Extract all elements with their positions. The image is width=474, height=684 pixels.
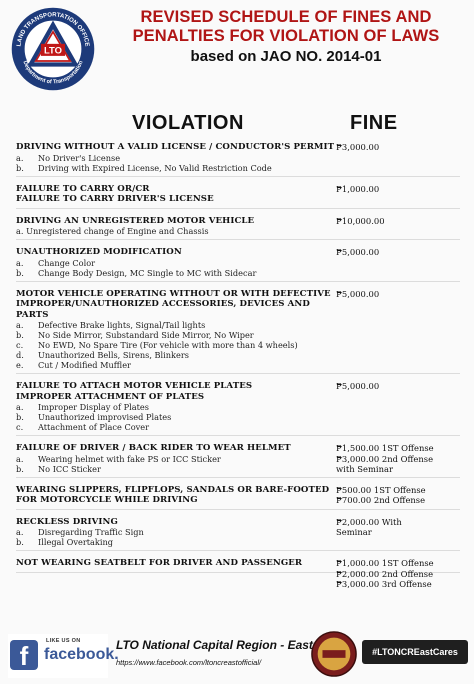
item-letter: a.: [16, 527, 24, 537]
lto-seal-icon: [10, 6, 96, 92]
violation-item: [16, 320, 338, 330]
violation-title: MOTOR VEHICLE OPERATING WITHOUT OR WITH DEFECTIVE IMPROPER/UNAUTHORIZED ACCESSORIES, DEVICES AND PARTS: [16, 288, 331, 320]
item-letter: a.: [16, 453, 24, 464]
violation-item: [16, 412, 338, 422]
fine-amount: [336, 142, 466, 153]
fine-line: Seminar: [336, 527, 372, 537]
section-divider: [16, 373, 460, 374]
fine-amount: [336, 485, 466, 506]
item-letter: d.: [16, 350, 24, 360]
violation-section: [16, 558, 460, 589]
violation-item: [16, 163, 338, 173]
like-us-label: LIKE US ON: [46, 638, 81, 644]
fine-line: ₱1,000.00 1ST Offense: [336, 558, 434, 568]
violation-section: [16, 247, 460, 282]
violation-section: [16, 142, 460, 177]
fine-line: with Seminar: [336, 464, 393, 474]
fine-amount: [336, 558, 466, 590]
violation-item: [16, 330, 338, 340]
violation-item: [16, 537, 338, 547]
item-text: Wearing helmet with fake PS or ICC Sticker: [38, 453, 221, 464]
violation-item: [16, 258, 338, 268]
fine-line: ₱3,000.00 3rd Offense: [336, 579, 432, 589]
header: [0, 0, 474, 100]
fine-amount: [336, 184, 466, 195]
violation-item: [16, 153, 338, 163]
item-letter: c.: [16, 340, 24, 350]
hashtag-badge: #LTONCREastCares: [362, 640, 468, 664]
fine-line: ₱3,000.00: [336, 142, 380, 152]
violation-item: [16, 402, 338, 412]
violation-title: FAILURE TO CARRY OR/CR: [16, 183, 150, 194]
violation-title: FAILURE TO ATTACH MOTOR VEHICLE PLATES: [16, 381, 253, 391]
item-letter: a.: [16, 152, 24, 163]
item-text: Cut / Modified Muffler: [38, 360, 131, 370]
fine-line: ₱1,000.00: [336, 183, 380, 194]
violation-title: WEARING SLIPPERS, FLIPFLOPS, SANDALS OR BARE-FOOTED FOR MOTORCYCLE WHILE DRIVING: [16, 484, 330, 505]
section-divider: [16, 281, 460, 282]
violation-title: FAILURE OF DRIVER / BACK RIDER TO WEAR HELMET: [16, 443, 291, 453]
violation-title: DRIVING WITHOUT A VALID LICENSE / CONDUCTOR'S PERMIT: [16, 142, 335, 152]
title-line-1: REVISED SCHEDULE OF FINES AND: [140, 8, 432, 26]
item-letter: b.: [16, 330, 24, 340]
fine-line: ₱1,500.00 1ST Offense: [336, 443, 434, 453]
section-divider: [16, 550, 460, 551]
item-letter: a.: [16, 320, 24, 330]
violation-item: [16, 350, 338, 360]
fine-amount: [336, 289, 466, 300]
title-line-2: PENALTIES FOR VIOLATION OF LAWS: [132, 27, 440, 45]
seal-center-text: LTO: [43, 45, 63, 57]
violation-items: [16, 258, 460, 278]
violation-item: [16, 268, 338, 278]
violation-title: NOT WEARING SEATBELT FOR DRIVER AND PASSENGER: [16, 558, 303, 568]
violation-item: [16, 340, 338, 350]
fine-line: ₱500.00 1ST Offense: [336, 484, 426, 495]
section-divider: [16, 176, 460, 177]
violation-item: [16, 454, 338, 464]
violation-title: FAILURE TO CARRY DRIVER'S LICENSE: [16, 194, 214, 204]
violation-title: RECKLESS DRIVING: [16, 516, 118, 527]
violation-item: [16, 422, 338, 432]
fine-line: ₱5,000.00: [336, 381, 380, 391]
item-letter: e.: [16, 360, 24, 370]
fine-amount: [336, 216, 466, 227]
item-text: No EWD, No Spare Tire (For vehicle with more than 4 wheels): [38, 340, 298, 350]
violation-section: [16, 443, 460, 478]
item-letter: a.: [16, 257, 24, 268]
item-text: No ICC Sticker: [38, 463, 101, 474]
violation-item: [16, 226, 316, 236]
violation-section: [16, 289, 460, 375]
fine-line: ₱2,000.00 With: [336, 516, 402, 527]
fine-line: ₱5,000.00: [336, 288, 380, 299]
item-text: Unauthorized Bells, Sirens, Blinkers: [38, 350, 189, 360]
fine-line: ₱2,000.00 2nd Offense: [336, 568, 434, 579]
fine-amount: [336, 381, 466, 392]
seal-ring-top: LAND TRANSPORTATION OFFICE: [16, 12, 90, 47]
footer: [0, 624, 474, 684]
item-text: Change Color: [38, 257, 96, 268]
item-letter: a.: [16, 402, 24, 412]
violation-items: [16, 153, 460, 173]
violation-item: [16, 360, 338, 370]
fine-line: ₱700.00 2nd Offense: [336, 495, 426, 505]
seal-ring-bottom: Department of Transportation: [21, 60, 85, 86]
item-text: Illegal Overtaking: [38, 537, 114, 547]
item-text: Change Body Design, MC Single to MC with Sidecar: [38, 267, 257, 278]
section-divider: [16, 477, 460, 478]
item-text: Improper Display of Plates: [38, 402, 149, 412]
fine-amount: [336, 443, 466, 475]
violation-section: [16, 517, 460, 552]
fine-amount: [336, 517, 466, 538]
fine-line: ₱3,000.00 2nd Offense: [336, 453, 434, 464]
page-title: [104, 8, 468, 46]
violation-items: [16, 402, 460, 432]
item-letter: b.: [16, 463, 24, 474]
violation-section: [16, 485, 460, 510]
page-subtitle: based on JAO NO. 2014-01: [190, 48, 382, 65]
item-text: No Side Mirror, Substandard Side Mirror, No Wiper: [38, 330, 254, 340]
violation-title: IMPROPER ATTACHMENT OF PLATES: [16, 391, 205, 402]
organization-name: LTO National Capital Region - East: [116, 638, 313, 652]
facebook-url-link[interactable]: https://www.facebook.com/ltoncreastofficial/: [116, 658, 262, 667]
item-letter: c.: [16, 422, 24, 432]
facebook-logo-icon: f: [10, 640, 38, 670]
violation-items: [16, 320, 460, 370]
item-letter: b.: [16, 537, 24, 547]
item-text: No Driver's License: [38, 152, 121, 163]
fine-line: ₱5,000.00: [336, 247, 380, 257]
facebook-badge[interactable]: [8, 634, 119, 678]
violation-title: DRIVING AN UNREGISTERED MOTOR VEHICLE: [16, 215, 255, 226]
fine-line: ₱10,000.00: [336, 215, 385, 226]
violation-section: [16, 381, 460, 436]
violation-item: [16, 527, 338, 537]
violation-items: [16, 226, 460, 236]
section-divider: [16, 509, 460, 510]
item-letter: b.: [16, 267, 24, 278]
fine-amount: [336, 247, 466, 258]
violations-list: [16, 142, 460, 589]
item-text: a. Unregistered change of Engine and Chassis: [16, 226, 209, 236]
section-divider: [16, 208, 460, 209]
item-text: Unauthorized improvised Plates: [38, 412, 172, 422]
item-text: Attachment of Place Cover: [38, 422, 150, 432]
violation-title: UNAUTHORIZED MODIFICATION: [16, 247, 182, 257]
section-divider: [16, 435, 460, 436]
violation-column-heading: VIOLATION: [132, 112, 244, 134]
fine-column-heading: FINE: [350, 112, 398, 134]
violation-section: [16, 184, 460, 209]
item-text: Disregarding Traffic Sign: [38, 527, 144, 537]
item-letter: b.: [16, 162, 24, 173]
item-letter: b.: [16, 412, 24, 422]
ncr-east-badge-icon: [310, 630, 358, 678]
facebook-wordmark: facebook.: [44, 646, 119, 663]
violation-item: [16, 464, 338, 474]
section-divider: [16, 239, 460, 240]
item-text: Defective Brake lights, Signal/Tail lights: [38, 320, 206, 330]
violation-section: [16, 216, 460, 241]
item-text: Driving with Expired License, No Valid Restriction Code: [38, 162, 272, 173]
